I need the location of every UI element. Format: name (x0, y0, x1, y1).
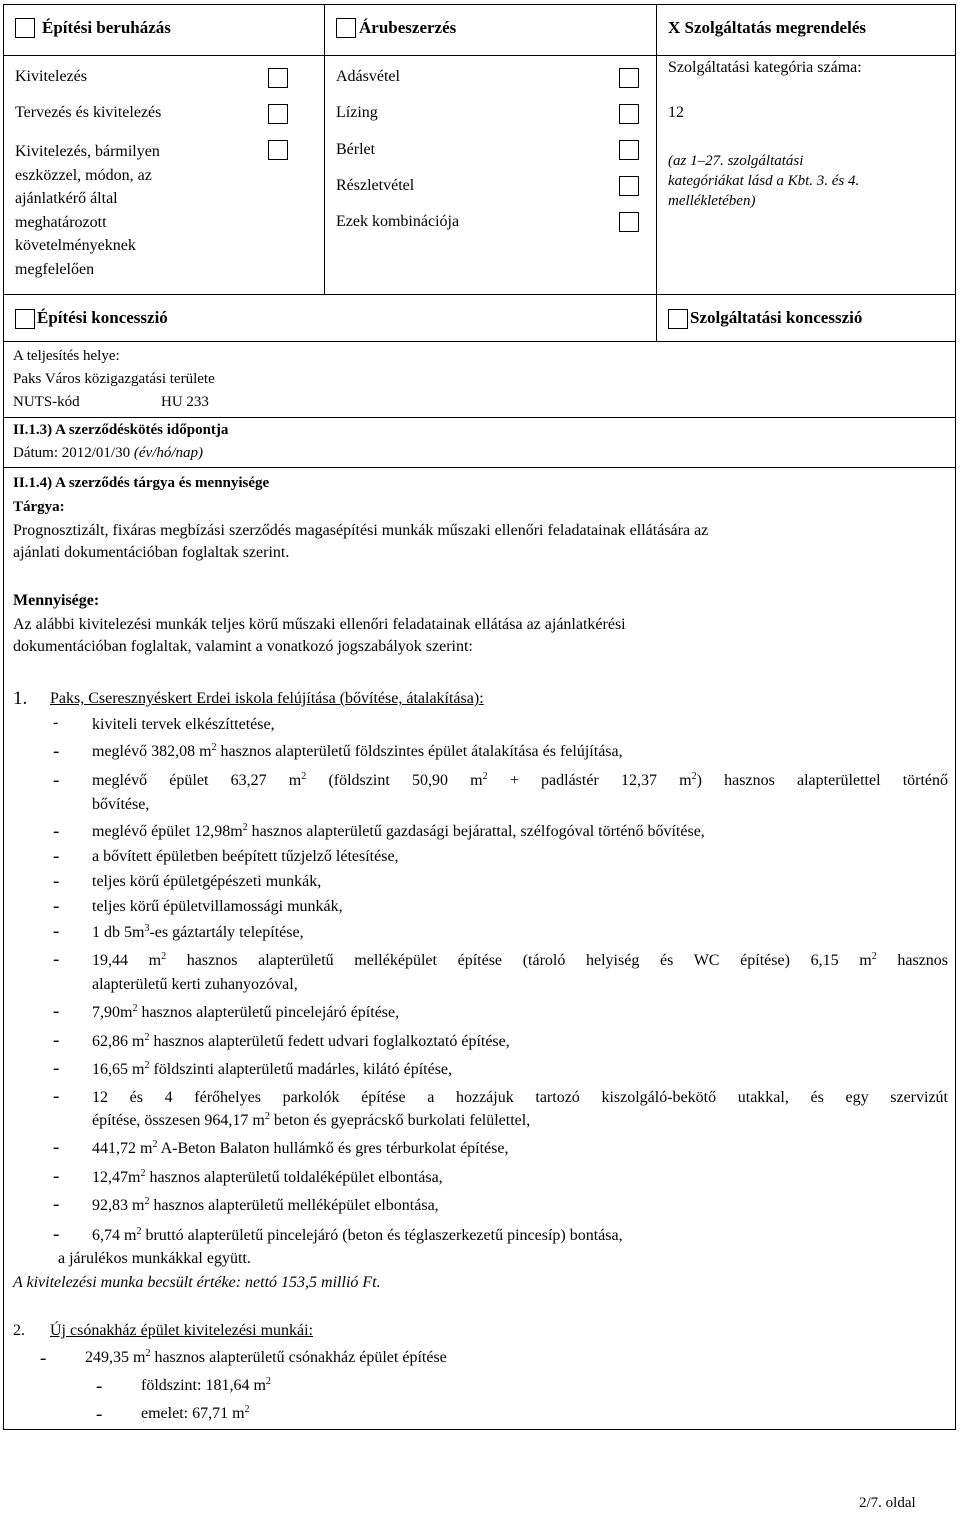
lizing-checkbox[interactable] (619, 104, 639, 124)
list-item: 1 db $5m^3-es$ gáztartály telepítése, (92, 923, 304, 941)
kivitelezes-checkbox[interactable] (268, 68, 288, 88)
list-dash: - (53, 896, 60, 917)
list-item: földszint: 181,64 $m^2$ (141, 1376, 271, 1394)
service-concession-label: Szolgáltatási koncesszió (690, 308, 863, 327)
nuts-value: HU 233 (161, 394, 209, 410)
list-dash: - (53, 1086, 60, 1107)
list-item-cont: építése, összesen 964,17 $m^2$ beton és gyeprácskő burkolati felülettel, (92, 1111, 531, 1129)
place-box-bottom (3, 417, 956, 418)
list-dash: - (53, 1030, 60, 1051)
berlet-checkbox[interactable] (619, 140, 639, 160)
quantity-text: Az alábbi kivitelezési munkák teljes körű műszaki ellenőri feladatainak ellátása az ajánlatkérési dokumentációban foglaltak, valamint a vonatkozó jogszabályok szerint: (13, 616, 626, 655)
list-item: 441,72 $m^2$ A-Beton Balaton hullámkő és gres térburkolat építése, (92, 1139, 509, 1157)
kombinacio-checkbox[interactable] (619, 212, 639, 232)
col1-title: Építési beruházás (42, 18, 171, 37)
date-box-bottom (3, 467, 956, 468)
page-number: 2/7. oldal (859, 1495, 916, 1511)
place-value: Paks Város közigazgatási területe (13, 371, 215, 387)
list-dash: - (96, 1404, 103, 1425)
place-label: A teljesítés helye: (13, 348, 120, 364)
list-item: $7,90m^2$ hasznos alapterületű pincelejáró építése, (92, 1003, 400, 1021)
section1-number: 1. (13, 688, 28, 709)
service-category-note: (az 1–27. szolgáltatási kategóriákat lásd a Kbt. 3. és 4. mellékletében) (668, 153, 860, 209)
table-divider (656, 4, 657, 342)
list-item: kiviteli tervek elkészíttetése, (92, 716, 275, 733)
table-divider (3, 294, 956, 295)
list-dash: - (53, 871, 60, 892)
list-dash: - (53, 1194, 60, 1215)
list-item: meglévő épület $12,98m^2$ hasznos alapterületű gazdasági bejárattal, szélfogóval történő bővítése, (92, 822, 705, 840)
list-dash: - (53, 949, 60, 970)
col2-item-berlet: Bérlet (336, 141, 376, 158)
list-item-cont: alapterületű kerti zuhanyozóval, (92, 976, 298, 993)
adasvetel-checkbox[interactable] (619, 68, 639, 88)
table-divider (324, 4, 325, 295)
construction-concession-checkbox[interactable] (15, 309, 35, 329)
date-format: (év/hó/nap) (133, 445, 203, 461)
list-dash: - (53, 846, 60, 867)
subject-heading: II.1.4) A szerződés tárgya és mennyisége (13, 475, 270, 491)
main-border-right (955, 342, 956, 1430)
place-section (13, 345, 215, 414)
col2-item-lizing: Lízing (336, 104, 378, 121)
service-category-label: Szolgáltatási kategória száma: (668, 59, 862, 76)
col1-item-tervezes: Tervezés és kivitelezés (15, 104, 162, 121)
list-item: 92,83 $m^2$ hasznos alapterületű melléképület elbontása, (92, 1196, 439, 1214)
list-dash: - (40, 1348, 47, 1369)
col2-title: Árubeszerzés (359, 18, 457, 37)
contract-date-line (13, 442, 203, 465)
list-item: a bővített épületben beépített tűzjelző létesítése, (92, 848, 399, 865)
list-dash: - (53, 770, 60, 791)
construction-concession-label: Építési koncesszió (37, 308, 168, 327)
list-item: teljes körű épületgépészeti munkák, (92, 873, 322, 890)
list-item: 249,35 $m^2$ hasznos alapterületű csónakház épület építése (85, 1348, 447, 1366)
date-value: 2012/01/30 (61, 445, 131, 461)
list-dash: - (96, 1376, 103, 1397)
construction-checkbox[interactable] (15, 18, 35, 38)
list-dash: - (53, 1001, 60, 1022)
col3-title: X Szolgáltatás megrendelés (668, 18, 866, 37)
list-item: emelet: 67,71 $m^2$ (141, 1404, 250, 1422)
main-border-left (3, 342, 4, 1430)
list-item: 12 és 4 férőhelyes parkolók építése a hozzájuk tartozó kiszolgáló-bekötő utakkal, és egy szervizút (92, 1089, 948, 1106)
tervezes-checkbox[interactable] (268, 104, 288, 124)
estimate-text: A kivitelezési munka becsült értéke: nettó 153,5 millió Ft. (13, 1274, 381, 1291)
col1-item-kivitelezes: Kivitelezés (15, 68, 87, 85)
list-item: 62,86 $m^2$ hasznos alapterületű fedett udvari foglalkoztató építése, (92, 1032, 510, 1050)
reszletvetel-checkbox[interactable] (619, 176, 639, 196)
list-item: meglévő épület 63,27 $m^2$ (földszint 50,90 $m^2$ + padlástér 12,37 $m^2$) hasznos alapterülettel történő (92, 771, 949, 789)
list-dash: - (53, 741, 60, 762)
list-dash: - (53, 1166, 60, 1187)
barmilyen-checkbox[interactable] (268, 140, 288, 160)
quantity-label: Mennyisége: (13, 592, 100, 609)
col2-item-kombinacio: Ezek kombinációja (336, 213, 460, 230)
list-item-cont: a járulékos munkákkal együtt. (58, 1250, 251, 1267)
col1-item-barmilyen: Kivitelezés, bármilyen eszközzel, módon, az ajánlatkérő által meghatározott követelményeknek megfelelően (15, 143, 160, 278)
service-concession-checkbox[interactable] (668, 309, 688, 329)
list-dash: - (53, 714, 59, 731)
service-category-value: 12 (668, 104, 684, 121)
subject-text: Prognosztizált, fixáras megbízási szerződés magasépítési munkák műszaki ellenőri feladatainak ellátására az ajánlati dokumentációban foglaltak szerint. (13, 522, 709, 561)
subject-label: Tárgya: (13, 499, 65, 515)
list-item: 16,65 $m^2$ földszinti alapterületű madárles, kilátó építése, (92, 1060, 453, 1078)
list-item: meglévő 382,08 $m^2$ hasznos alapterületű földszintes épület átalakítása és felújítása, (92, 742, 623, 760)
list-item: $12,47m^2$ hasznos alapterületű toldaléképület elbontása, (92, 1168, 443, 1186)
list-item: teljes körű épületvillamossági munkák, (92, 898, 343, 915)
contract-date-heading: II.1.3) A szerződéskötés időpontja (13, 422, 229, 438)
nuts-label: NUTS-kód (13, 394, 80, 410)
col2-item-adasvetel: Adásvétel (336, 68, 400, 85)
list-item-cont: bővítése, (92, 796, 150, 813)
section2-title: Új csónakház épület kivitelezési munkái: (50, 1322, 314, 1339)
list-item: 6,74 $m^2$ bruttó alapterületű pincelejáró (beton és téglaszerkezetű pincesíp) bontása, (92, 1226, 623, 1244)
list-dash: - (53, 1058, 60, 1079)
table-divider (3, 55, 956, 56)
section2-number: 2. (13, 1322, 25, 1339)
list-dash: - (53, 1224, 60, 1245)
list-item: 19,44 $m^2$ hasznos alapterületű melléképület építése (tároló helyiség és WC építése) 6,15 $m^2$ hasznos (92, 951, 949, 969)
list-dash: - (53, 921, 60, 942)
col2-item-reszletvetel: Részletvétel (336, 177, 415, 194)
list-dash: - (53, 821, 60, 842)
section1-title: Paks, Cseresznyéskert Erdei iskola felújítása (bővítése, átalakítása): (50, 690, 484, 707)
date-label: Dátum: (13, 445, 62, 461)
list-dash: - (53, 1137, 60, 1158)
main-border-bottom (3, 1429, 956, 1430)
supply-checkbox[interactable] (336, 18, 356, 38)
